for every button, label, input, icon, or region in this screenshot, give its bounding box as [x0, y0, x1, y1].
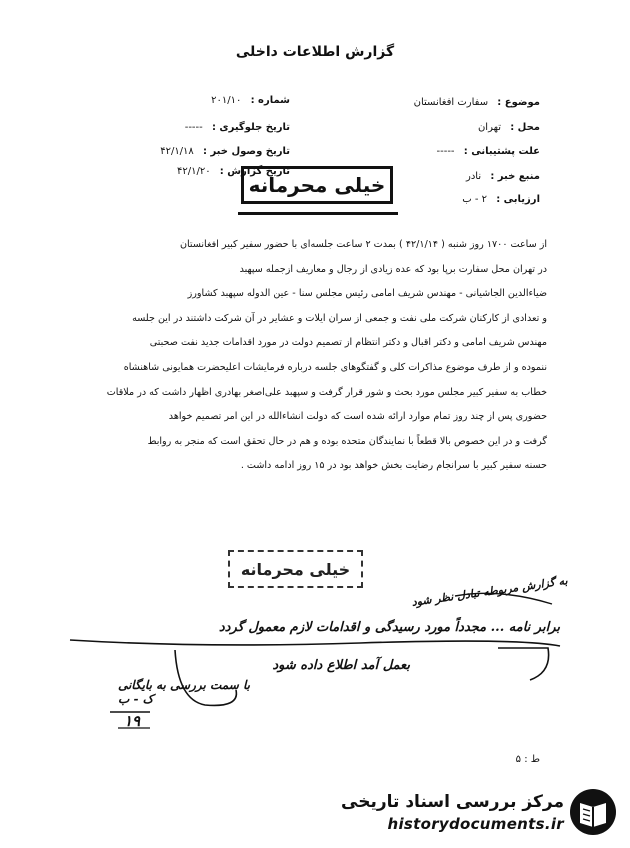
header-received-date-value: ۴۲/۱/۱۸ — [160, 146, 194, 157]
handwritten-initial: ک - ب — [118, 692, 154, 706]
handwritten-note-second: بعمل آمد اطلاع داده شود — [272, 658, 410, 673]
classification-stamp: خیلی محرمانه — [241, 166, 393, 204]
report-body — [62, 233, 547, 479]
header-subject-label: موضوع : — [497, 97, 540, 108]
body-line: ضیاءالدین الجاشیانی - مهندس شریف امامی رئیس مجلس سنا - عین الدوله سپهبد کشاورز — [187, 288, 547, 300]
header-report-date-value: ۴۲/۱/۲۰ — [177, 166, 211, 177]
footer-page-label: ط : ۵ — [515, 754, 540, 765]
header-source — [466, 171, 540, 182]
handwritten-note-main: برابر نامه ... مجدداً مورد رسیدگی و اقدامات لازم معمول گردد — [218, 620, 560, 635]
header-prevent-date-value: ----- — [184, 122, 203, 133]
header-support — [437, 146, 541, 157]
header-number-value: ۲۰۱/۱۰ — [211, 95, 242, 106]
signature-underline-1 — [70, 640, 560, 646]
body-line: حسنه سفیر کبیر با سرانجام رضایت بخش خواهد بود در ۱۵ روز ادامه داشت . — [240, 460, 547, 472]
body-line: و تعدادی از کارکنان شرکت ملی نفت و جمعی از سران ایلات و عشایر در آن شرکت داشتند در این جلسه — [132, 312, 547, 324]
handwritten-page-number: ۱۹ — [124, 712, 141, 730]
body-line: مهندس شریف امامی و دکتر اقبال و دکتر انتظام از تصمیم دولت در مورد اقدامات جدید نفت صحبتی — [149, 337, 547, 349]
body-line: از ساعت ۱۷۰۰ روز شنبه ( ۴۲/۱/۱۴ ) بمدت ۲ ساعت جلسه‌ای با حضور سفیر کبیر افغانستان — [179, 239, 547, 250]
body-line: خطاب به سفیر کبیر مجلس مورد بحث و شور قرار گرفت و سپهبد علی‌اصغر بهادری اظهار داشت که در ملاقات — [106, 386, 547, 398]
handwritten-note-third: با سمت بررسی به بایگانی — [117, 678, 250, 692]
header-location-value: تهران — [477, 122, 501, 133]
header-report-date-label: تاریخ گزارش : — [219, 166, 290, 177]
body-line: ننموده و از طرف موضوع مذاکرات کلی و گفتگوهای جلسه درباره فرمایشات اعلیحضرت همایونی شاهنشاه — [123, 361, 547, 373]
handwritten-note-right: به گزارش مربوطه تبادل نظر شود — [410, 574, 569, 609]
archive-book-icon — [568, 787, 618, 837]
header-prevent-date-label: تاریخ جلوگیری : — [211, 122, 290, 133]
header-location — [478, 122, 540, 133]
header-evaluation-value: ۲ - ب — [462, 194, 487, 205]
header-subject-value: سفارت افغانستان — [413, 97, 489, 108]
classification-stamp-underline — [238, 212, 398, 215]
body-line: گرفت و در این خصوص بالا قطعاً با نمایندگان متحده بوده و هم در حال تحقق است که منجر به روابط — [147, 435, 547, 447]
header-support-value: ----- — [436, 146, 455, 157]
header-location-label: محل : — [510, 122, 540, 133]
header-evaluation-label: ارزیابی : — [496, 194, 540, 205]
history-documents-logo — [338, 784, 618, 842]
logo-website: historydocuments.ir — [387, 815, 564, 833]
header-source-value: نادر — [466, 171, 482, 182]
header-support-label: علت پشتیبانی : — [463, 146, 540, 157]
logo-title: مرکز بررسی اسناد تاریخی — [341, 792, 564, 812]
header-received-date-label: تاریخ وصول خبر : — [202, 146, 290, 157]
header-evaluation — [462, 194, 540, 205]
body-line: حضوری پس از چند روز تمام موارد ارائه شده است که دولت انشاءالله در این امر تصمیم خواهد — [168, 411, 547, 423]
document-title: گزارش اطلاعات داخلی — [235, 44, 395, 60]
header-source-label: منبع خبر : — [490, 171, 540, 182]
signature-tail — [498, 648, 549, 680]
body-line: در تهران محل سفارت برپا بود که عده زیادی از رجال و معاریف ازجمله سپهبد — [239, 263, 547, 275]
header-number-label: شماره : — [250, 95, 290, 106]
secondary-classification-stamp: خیلی محرمانه — [228, 550, 363, 588]
header-subject — [414, 97, 540, 108]
header-prevent-date — [185, 122, 290, 133]
header-number — [211, 95, 290, 106]
header-received-date — [160, 146, 290, 157]
